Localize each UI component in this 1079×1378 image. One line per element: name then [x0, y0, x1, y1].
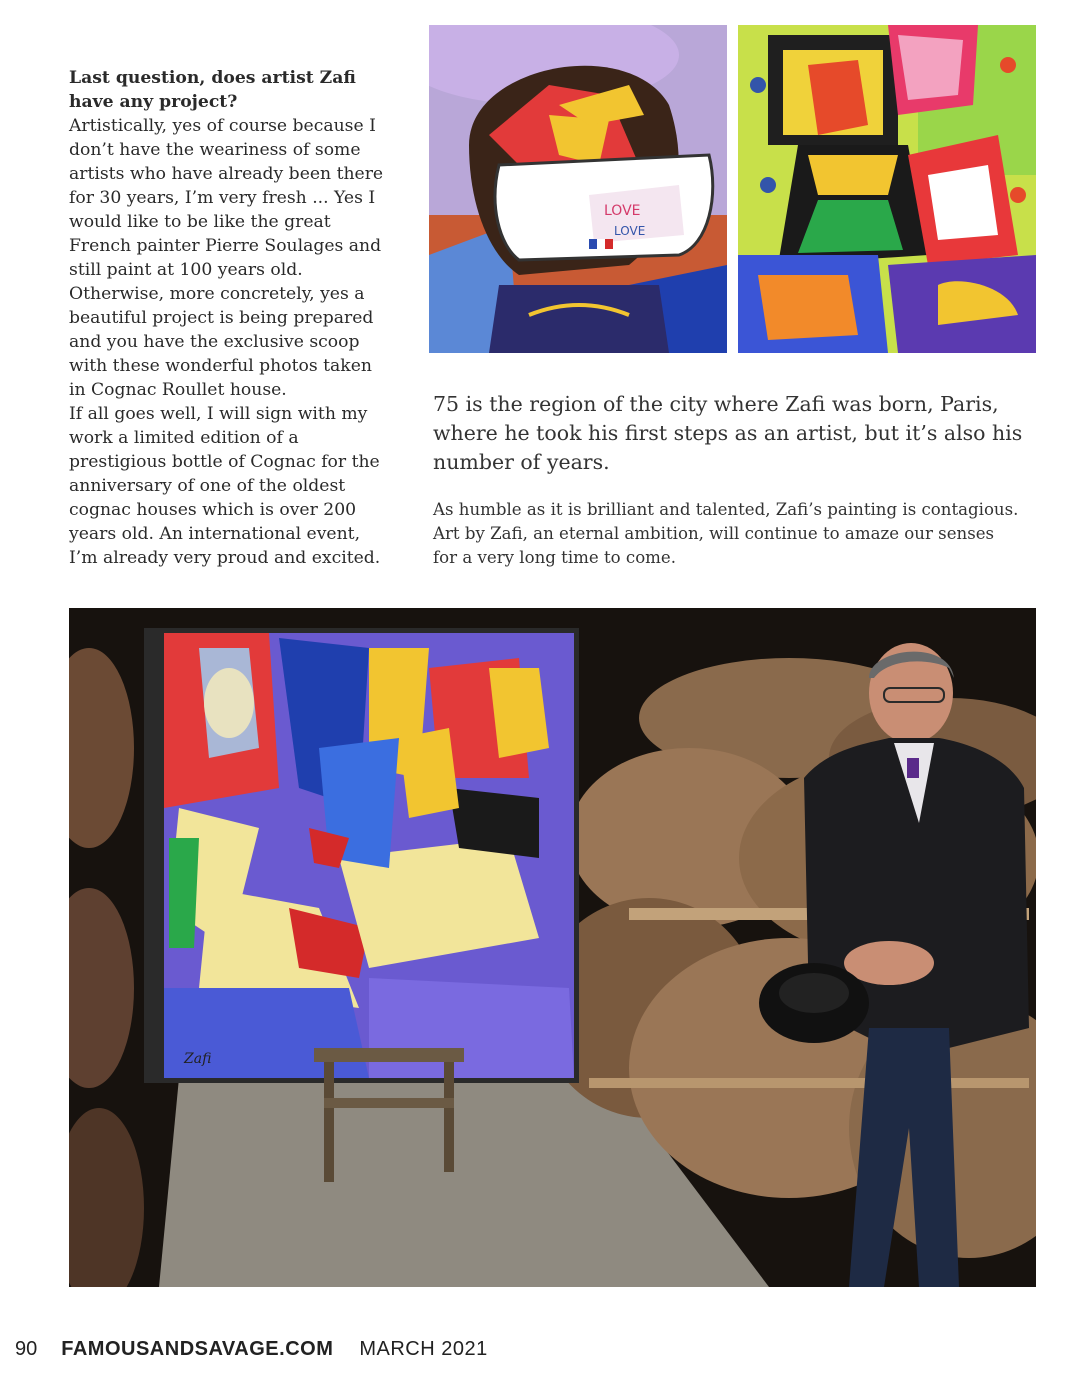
page-footer [15, 1336, 488, 1362]
answer-paragraph-2: If all goes well, I will sign with my work a limited edition of a prestigious bottle of Cognac for the anniversary of one of the oldest cognac houses which is over 200 years old. An international event, I’m already very proud and excited. [69, 404, 381, 568]
cellar-photo-image [69, 608, 1036, 1287]
page-number: 90 [15, 1337, 38, 1360]
closing-paragraph: As humble as it is brilliant and talented, Zafi’s painting is contagious. Art by Zafi, an eternal ambition, will continue to amaze our senses for a very long time to come. [433, 500, 1019, 567]
svg-text:LOVE: LOVE [614, 224, 646, 238]
pull-quote: 75 is the region of the city where Zafi was born, Paris, where he took his first steps as an artist, but it’s also his number of years. [433, 392, 1023, 474]
question-heading: Last question, does artist Zafi have any project? [69, 68, 356, 112]
svg-text:LOVE: LOVE [604, 203, 641, 219]
issue-date: MARCH 2021 [359, 1337, 488, 1360]
left-column [69, 66, 389, 570]
painting-woman-cat-image [738, 25, 1036, 353]
answer-paragraph-1: Artistically, yes of course because I don’t have the weariness of some artists who have already been there for 30 years, I’m very fresh ... Yes I would like to be like the great French painter Pierre Soulages and still paint at 100 years old. Otherwise, more concretely, yes a beautiful project is being prepared and you have the exclusive scoop with these wonderful photos taken in Cognac Roullet house. [69, 116, 384, 400]
painting-mask-portrait-image [429, 25, 727, 353]
site-name: FAMOUSANDSAVAGE.COM [61, 1337, 334, 1360]
svg-text:Zafi: Zafi [184, 1051, 212, 1067]
